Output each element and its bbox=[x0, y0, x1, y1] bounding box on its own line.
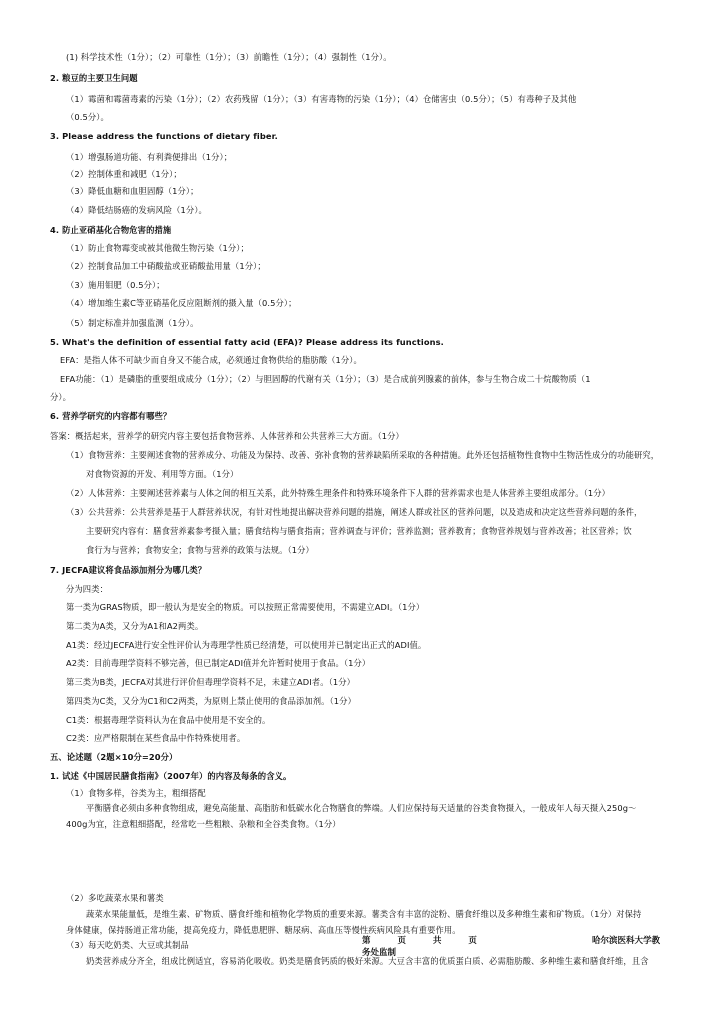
text-line: （1）霉菌和霉菌毒素的污染（1分）；（2）农药残留（1分）；（3）有害毒物的污染（1分）；（4）仓储害虫（0.5分）；（5）有毒种子及其他 bbox=[66, 94, 577, 104]
school-name: 哈尔滨医科大学教 bbox=[592, 936, 661, 946]
text-line: （2）人体营养：主要阐述营养素与人体之间的相互关系，此外特殊生理条件和特殊环境条件下人群的营养需求也是人体营养主要组成部分。（1分） bbox=[66, 488, 611, 498]
question-heading: 3. Please address the functions of dietary fiber. bbox=[50, 131, 278, 141]
question-heading: 2. 粮豆的主要卫生问题 bbox=[50, 73, 138, 83]
text-line: （3）每天吃奶类、大豆或其制品 bbox=[66, 940, 189, 950]
text-line: 奶类营养成分齐全，组成比例适宜，容易消化吸收。奶类是膳食钙质的极好来源。大豆含丰富的优质蛋白质、必需脂肪酸、多种维生素和膳食纤维，且含 bbox=[86, 956, 649, 966]
text-line: 第四类为C类，又分为C1和C2两类，为原则上禁止使用的食品添加剂。（1分） bbox=[66, 696, 356, 706]
text-line: （1）食物多样，谷类为主，粗细搭配 bbox=[66, 788, 206, 798]
text-line: 身体健康，保持肠道正常功能，提高免疫力，降低患肥胖、糖尿病、高血压等慢性疾病风险具有重要作用。 bbox=[66, 925, 461, 935]
text-line: （2）多吃蔬菜水果和薯类 bbox=[66, 893, 164, 903]
text-line: 对食物资源的开发、利用等方面。（1分） bbox=[86, 469, 239, 479]
text-line: EFA功能：（1）是磷脂的重要组成成分（1分）；（2）与胆固醇的代谢有关（1分）；（3）是合成前列腺素的前体，参与生物合成二十烷酸物质（1 bbox=[60, 374, 591, 384]
text-line: 分）。 bbox=[50, 392, 72, 402]
question-heading: 6. 营养学研究的内容都有哪些？ bbox=[50, 411, 172, 421]
text-line: 第二类为A类，又分为A1和A2两类。 bbox=[66, 621, 204, 631]
page-number-label: 第 页 共 页 bbox=[362, 936, 489, 946]
text-line: （1）食物营养：主要阐述食物的营养成分、功能及为保持、改善、弥补食物的营养缺陷所采取的各种措施。此外还包括植物性食物中生物活性成分的功能研究， bbox=[66, 450, 660, 460]
text-line: 蔬菜水果能量低，是维生素、矿物质、膳食纤维和植物化学物质的重要来源。薯类含有丰富的淀粉、膳食纤维以及多种维生素和矿物质。（1分）对保持 bbox=[86, 909, 642, 919]
text-line: （1）增强肠道功能、有利粪便排出（1分）； bbox=[66, 152, 233, 162]
text-line: (1) 科学技术性（1分）；（2）可靠性（1分）；（3）前瞻性（1分）；（4）强制性（1分）。 bbox=[66, 52, 392, 62]
text-line: （2）控制食品加工中硝酸盐或亚硝酸盐用量（1分）； bbox=[66, 261, 266, 271]
text-line: 第一类为GRAS物质，即一般认为是安全的物质。可以按照正常需要使用，不需建立ADI。（1分） bbox=[66, 602, 425, 612]
text-line: EFA：是指人体不可缺少而自身又不能合成，必须通过食物供给的脂肪酸（1分）。 bbox=[60, 355, 362, 365]
text-line: A1类：经过JECFA进行安全性评价认为毒理学性质已经清楚，可以使用并已制定出正式的ADI值。 bbox=[66, 640, 427, 650]
text-line: 主要研究内容有：膳食营养素参考摄入量；膳食结构与膳食指南；营养调查与评价；营养监测；营养教育；食物营养规划与营养改善；社区营养；饮 bbox=[86, 526, 632, 536]
text-line: （0.5分）。 bbox=[66, 112, 109, 122]
text-line: 400g为宜，注意粗细搭配，经常吃一些粗粮、杂粮和全谷类食物。（1分） bbox=[66, 819, 341, 829]
text-line: 分为四类： bbox=[66, 584, 108, 594]
text-line: （3）降低血糖和血胆固醇（1分）； bbox=[66, 186, 199, 196]
question-heading: 4. 防止亚硝基化合物危害的措施 bbox=[50, 225, 172, 235]
text-line: （5）制定标准并加强监测（1分）。 bbox=[66, 318, 199, 328]
question-heading: 5. What's the definition of essential fatty acid (EFA)? Please address its functions. bbox=[50, 337, 444, 347]
text-line: C2类：应严格限制在某些食品中作特殊使用者。 bbox=[66, 733, 246, 743]
text-line: A2类：目前毒理学资料不够完善，但已制定ADI值并允许暂时使用于食品。（1分） bbox=[66, 658, 371, 668]
text-line: C1类：根据毒理学资料认为在食品中使用是不安全的。 bbox=[66, 715, 271, 725]
question-heading: 7. JECFA建议将食品添加剂分为哪几类？ bbox=[50, 565, 207, 575]
text-line: 食行为与营养；食物安全；食物与营养的政策与法规。（1分） bbox=[86, 545, 314, 555]
text-line: 平衡膳食必须由多种食物组成，避免高能量、高脂肪和低碳水化合物膳食的弊端。人们应保持每天适量的谷类食物摄入，一般成年人每天摄入250g～ bbox=[86, 803, 637, 813]
text-line: （2）控制体重和减肥（1分）； bbox=[66, 169, 182, 179]
text-line: （4）增加维生素C等亚硝基化反应阻断剂的摄入量（0.5分）； bbox=[66, 298, 297, 308]
text-line: （3）施用钼肥（0.5分）； bbox=[66, 280, 165, 290]
text-line: 第三类为B类，JECFA对其进行评价但毒理学资料不足，未建立ADI者。（1分） bbox=[66, 677, 356, 687]
question-heading: 1. 试述《中国居民膳食指南》（2007年）的内容及每条的含义。 bbox=[50, 771, 292, 781]
section-heading: 五、论述题（2题×10分=20分） bbox=[50, 752, 178, 762]
text-line: （1）防止食物霉变或被其他微生物污染（1分）； bbox=[66, 243, 249, 253]
text-line: （4）降低结肠癌的发病风险（1分）。 bbox=[66, 205, 207, 215]
text-line: （3）公共营养：公共营养是基于人群营养状况，有针对性地提出解决营养问题的措施，阐述人群或社区的营养问题，以及造成和决定这些营养问题的条件， bbox=[66, 507, 643, 517]
department-name: 务处监制 bbox=[362, 948, 397, 958]
text-line: 答案：概括起来，营养学的研究内容主要包括食物营养、人体营养和公共营养三大方面。（1分） bbox=[50, 431, 404, 441]
